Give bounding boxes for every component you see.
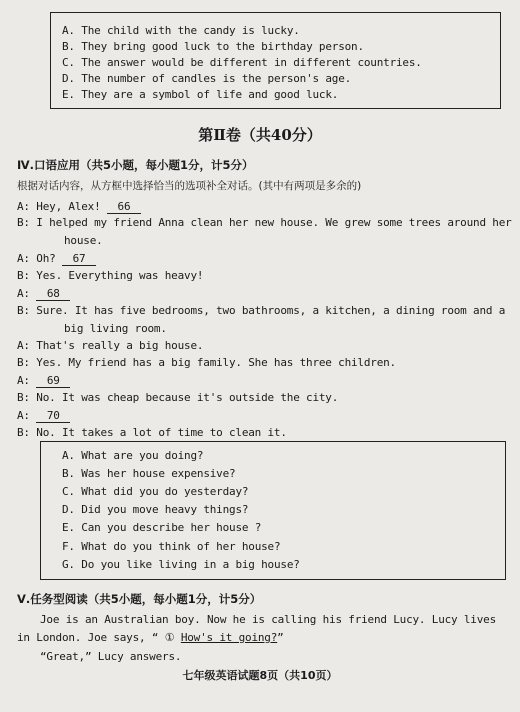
box-option-f: F. What do you think of her house?	[62, 540, 281, 553]
dialogue-line: A: 70	[17, 409, 70, 423]
dialogue-line: B: Yes. My friend has a big family. She has three children.	[17, 356, 396, 369]
box-option-e: E. Can you describe her house ?	[62, 521, 262, 534]
dialogue-line: A: 68	[17, 287, 70, 301]
box-option-g: G. Do you like living in a big house?	[62, 558, 300, 571]
dialogue-line: B: I helped my friend Anna clean her new house. We grew some trees around her	[17, 216, 512, 229]
answer-blank: 68	[36, 287, 70, 301]
underlined-question: How's it going?	[180, 631, 278, 644]
box-option-c: C. What did you do yesterday?	[62, 485, 249, 498]
top-option-c: C. The answer would be different in different countries.	[62, 56, 422, 69]
dialogue-line: big living room.	[64, 322, 167, 335]
section-4-instruction: 根据对话内容，从方框中选择恰当的选项补全对话。(其中有两项是多余的)	[17, 180, 362, 192]
section-4-heading: Ⅳ.口语应用（共5小题，每小题1分，计5分）	[17, 158, 254, 172]
box-option-a: A. What are you doing?	[62, 449, 204, 462]
dialogue-line: house.	[64, 234, 103, 247]
passage-line: in London. Joe says, “ ① How's it going?”	[17, 631, 284, 644]
top-option-e: E. They are a symbol of life and good luck.	[62, 88, 339, 101]
top-option-a: A. The child with the candy is lucky.	[62, 24, 300, 37]
top-option-b: B. They bring good luck to the birthday person.	[62, 40, 364, 53]
box-option-d: D. Did you move heavy things?	[62, 503, 249, 516]
page-footer: 七年级英语试题8页（共10页）	[182, 669, 338, 682]
dialogue-line: A: Hey, Alex! 66	[17, 200, 141, 214]
dialogue-line: A: That's really a big house.	[17, 339, 204, 352]
passage-line: “Great,” Lucy answers.	[40, 650, 182, 663]
section-5-heading: Ⅴ.任务型阅读（共5小题，每小题1分，计5分）	[17, 592, 262, 606]
dialogue-line: B: No. It takes a lot of time to clean it.	[17, 426, 287, 439]
dialogue-line: B: Sure. It has five bedrooms, two bathrooms, a kitchen, a dining room and a	[17, 304, 506, 317]
answer-blank: 67	[62, 252, 96, 266]
dialogue-line: B: Yes. Everything was heavy!	[17, 269, 204, 282]
part-title: 第Ⅱ卷（共40分）	[198, 126, 322, 144]
top-option-d: D. The number of candles is the person's age.	[62, 72, 352, 85]
answer-blank: 66	[107, 200, 141, 214]
dialogue-line: A: 69	[17, 374, 70, 388]
dialogue-line: B: No. It was cheap because it's outside the city.	[17, 391, 339, 404]
box-option-b: B. Was her house expensive?	[62, 467, 236, 480]
dialogue-line: A: Oh? 67	[17, 252, 96, 266]
answer-blank: 70	[36, 409, 70, 423]
answer-blank: 69	[36, 374, 70, 388]
passage-line: Joe is an Australian boy. Now he is calling his friend Lucy. Lucy lives	[40, 613, 497, 626]
